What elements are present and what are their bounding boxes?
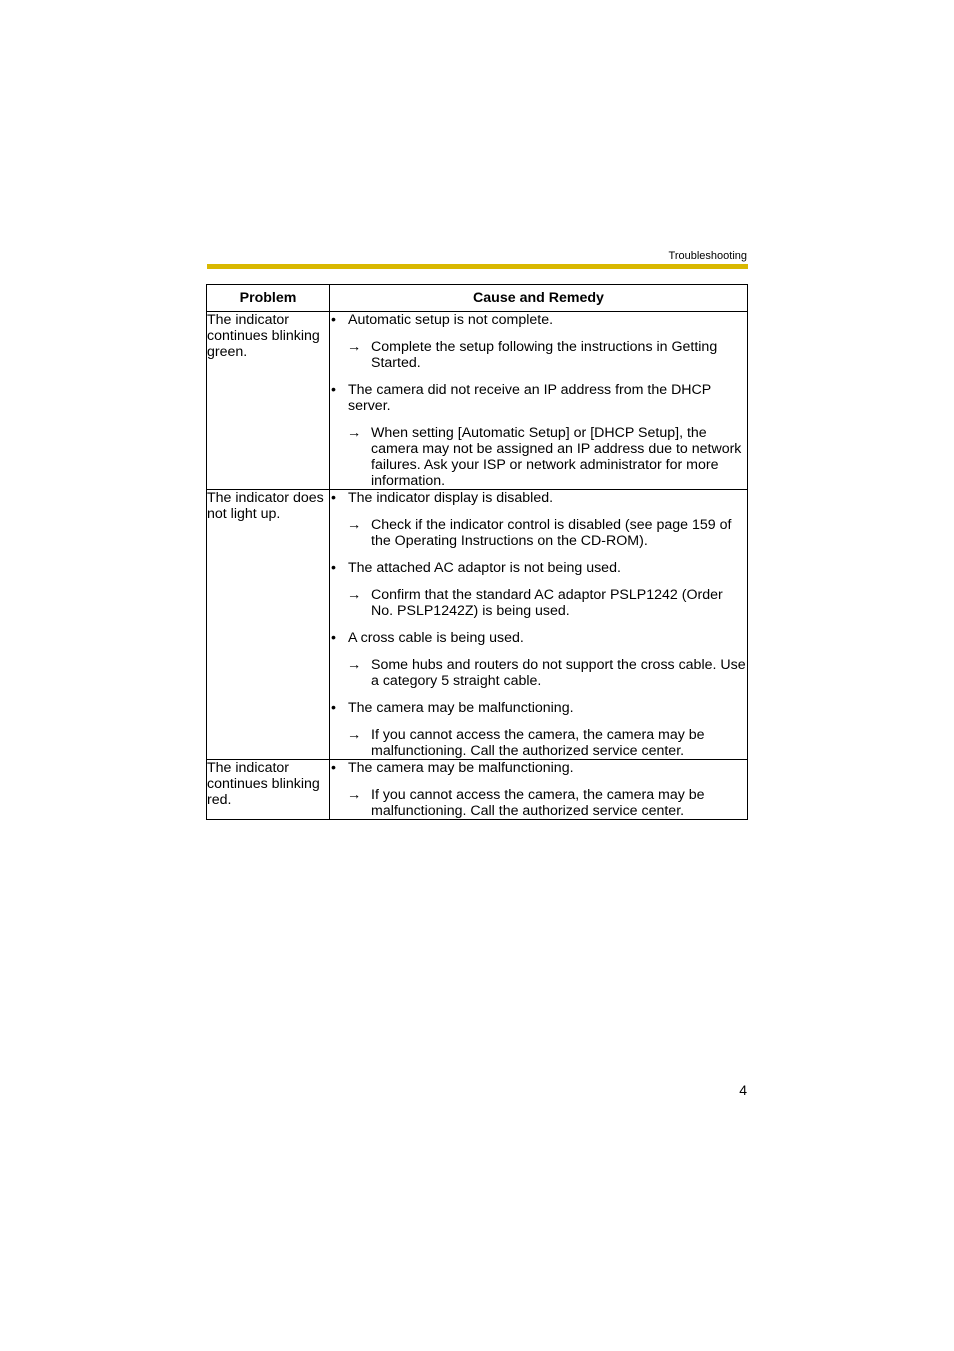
bullet-icon: • bbox=[331, 700, 336, 716]
cause-text: The camera did not receive an IP address from the DHCP server. bbox=[348, 382, 712, 414]
cause-text: A cross cable is being used. bbox=[348, 630, 524, 646]
cause-item bbox=[330, 630, 747, 646]
cause-text: The camera may be malfunctioning. bbox=[348, 760, 574, 776]
cause-text: The attached AC adaptor is not being used. bbox=[348, 560, 621, 576]
arrow-icon: → bbox=[347, 727, 362, 743]
cause-item bbox=[330, 560, 747, 576]
cause-text: The camera may be malfunctioning. bbox=[348, 700, 574, 716]
problem-cell: The indicator continues blinking red. bbox=[207, 760, 330, 820]
cause-item bbox=[330, 490, 747, 506]
table-row bbox=[207, 760, 748, 820]
cause-item bbox=[330, 700, 747, 716]
header-cause-remedy: Cause and Remedy bbox=[330, 285, 748, 312]
arrow-icon: → bbox=[347, 587, 362, 603]
cause-text: Automatic setup is not complete. bbox=[348, 312, 554, 328]
remedy-item bbox=[330, 425, 747, 489]
header-rule bbox=[207, 264, 748, 269]
bullet-icon: • bbox=[331, 490, 336, 506]
cause-remedy-cell bbox=[330, 312, 748, 490]
remedy-text: When setting [Automatic Setup] or [DHCP Setup], the camera may not be assigned an IP address due to network failures. Ask your ISP or network administrator for more information. bbox=[371, 425, 742, 489]
remedy-text: If you cannot access the camera, the camera may be malfunctioning. Call the authorized service center. bbox=[371, 727, 705, 759]
cause-remedy-cell bbox=[330, 760, 748, 820]
remedy-text: Complete the setup following the instructions in Getting Started. bbox=[371, 339, 718, 371]
arrow-icon: → bbox=[347, 339, 362, 355]
remedy-text: If you cannot access the camera, the camera may be malfunctioning. Call the authorized service center. bbox=[371, 787, 705, 819]
remedy-text: Some hubs and routers do not support the cross cable. Use a category 5 straight cable. bbox=[371, 657, 746, 689]
bullet-icon: • bbox=[331, 630, 336, 646]
arrow-icon: → bbox=[347, 425, 362, 441]
troubleshooting-table bbox=[206, 284, 748, 820]
bullet-icon: • bbox=[331, 560, 336, 576]
cause-item bbox=[330, 382, 747, 414]
remedy-text: Confirm that the standard AC adaptor PSLP1242 (Order No. PSLP1242Z) is being used. bbox=[371, 587, 723, 619]
cause-text: The indicator display is disabled. bbox=[348, 490, 554, 506]
cause-item bbox=[330, 760, 747, 776]
arrow-icon: → bbox=[347, 657, 362, 673]
bullet-icon: • bbox=[331, 760, 336, 776]
table-row bbox=[207, 312, 748, 490]
remedy-item bbox=[330, 727, 747, 759]
remedy-item bbox=[330, 657, 747, 689]
table-row bbox=[207, 490, 748, 760]
page-number: 4 bbox=[739, 1082, 747, 1098]
bullet-icon: • bbox=[331, 382, 336, 398]
problem-cell: The indicator does not light up. bbox=[207, 490, 330, 760]
cause-item bbox=[330, 312, 747, 328]
problem-cell: The indicator continues blinking green. bbox=[207, 312, 330, 490]
bullet-icon: • bbox=[331, 312, 336, 328]
remedy-item bbox=[330, 339, 747, 371]
arrow-icon: → bbox=[347, 517, 362, 533]
arrow-icon: → bbox=[347, 787, 362, 803]
table-header-row bbox=[207, 285, 748, 312]
remedy-item bbox=[330, 787, 747, 819]
cause-remedy-cell bbox=[330, 490, 748, 760]
remedy-item bbox=[330, 587, 747, 619]
remedy-item bbox=[330, 517, 747, 549]
section-label: Troubleshooting bbox=[668, 250, 747, 262]
header-problem: Problem bbox=[207, 285, 330, 312]
remedy-text: Check if the indicator control is disabled (see page 159 of the Operating Instructions on the CD-ROM). bbox=[371, 517, 732, 549]
